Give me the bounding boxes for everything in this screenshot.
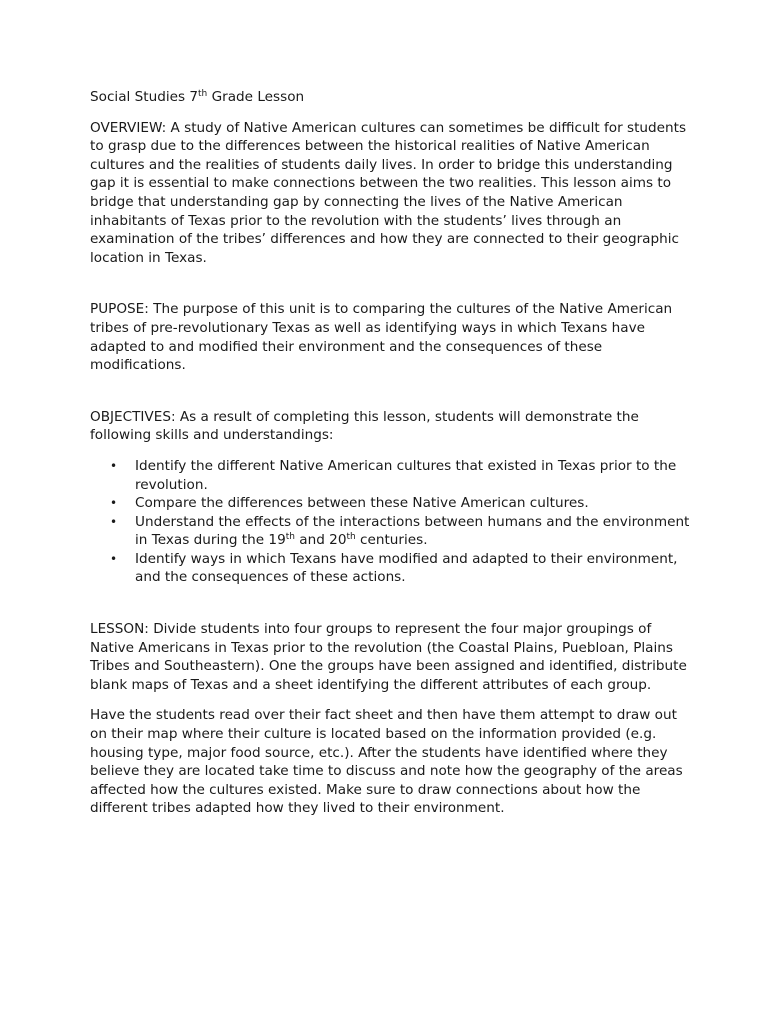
objective-item	[90, 494, 690, 513]
objective-superscript: th	[285, 532, 295, 543]
title-text: Social Studies 7	[90, 89, 199, 105]
objective-item	[90, 550, 690, 587]
objectives-intro: OBJECTIVES: As a result of completing this lesson, students will demonstrate the following skills and understandings:	[90, 408, 639, 444]
bullet-icon: •	[110, 514, 118, 529]
lesson-followup-paragraph: Have the students read over their fact sheet and then have them attempt to draw out on their map where their culture is located based on the information provided (e.g. housing type, major food source, etc.). After the students have identified where they believe they are located take time to discuss and note how the geography of the areas affected how the cultures existed. Make sure to draw connections about how the different tribes adapted how they lived to their environment.	[90, 707, 683, 817]
objective-text-part: and 20	[294, 532, 347, 549]
lesson-paragraph: LESSON: Divide students into four groups to represent the four major groupings of Native Americans in Texas prior to the revolution (the Coastal Plains, Puebloan, Plains Tribes and Southeastern). One the groups have been assigned and identified, distribute blank maps of Texas and a sheet identifying the different attributes of each group.	[90, 621, 687, 693]
purpose-paragraph: PUPOSE: The purpose of this unit is to comparing the cultures of the Native American tribes of pre-revolutionary Texas as well as identifying ways in which Texans have adapted to and modified their environment and the consequences of these modifications.	[90, 301, 673, 374]
objective-text-part: Understand the effects of the interactions between humans and the environment in Texas during the 19	[135, 513, 690, 549]
title-text-end: Grade Lesson	[207, 89, 305, 105]
objective-text: Compare the differences between these Native American cultures.	[135, 495, 589, 512]
bullet-icon: •	[110, 458, 118, 473]
overview-paragraph: OVERVIEW: A study of Native American cultures can sometimes be difficult for students to grasp due to the differences between the historical realities of Native American cultures and the realities of students daily lives. In order to bridge this understanding gap it is essential to make connections between the two realities. This lesson aims to bridge that understanding gap by connecting the lives of the Native American inhabitants of Texas prior to the revolution with the students’ lives through an examination of the tribes’ differences and how they are connected to their geographic location in Texas.	[90, 119, 687, 266]
objective-text	[135, 514, 689, 549]
title-superscript: th	[198, 89, 208, 99]
objectives-list	[90, 457, 690, 587]
objective-text: Identify ways in which Texans have modified and adapted to their environment, and the consequences of these actions.	[135, 550, 678, 586]
objective-item	[90, 457, 690, 494]
bullet-icon: •	[110, 496, 118, 511]
objective-text-part: centuries.	[355, 532, 428, 549]
document-title	[90, 88, 690, 107]
objective-text: Identify the different Native American cultures that existed in Texas prior to the revolution.	[135, 457, 677, 493]
document-page	[90, 88, 690, 830]
objective-superscript: th	[346, 532, 356, 543]
bullet-icon: •	[110, 551, 118, 566]
objective-item	[90, 513, 690, 550]
